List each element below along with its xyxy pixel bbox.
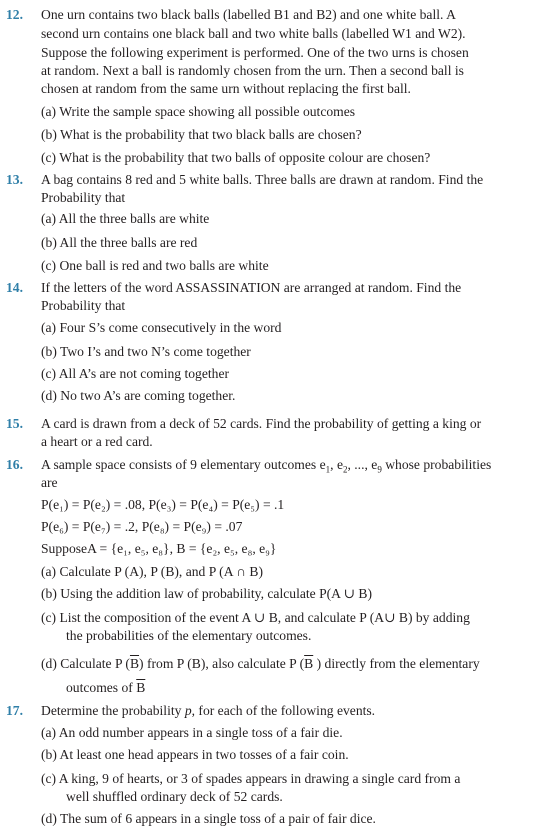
question-number: 13. [6,172,23,187]
question-text-line: Probability that [41,298,126,313]
question-number: 16. [6,457,23,472]
question-text-line: One urn contains two black balls (labelled B1 and B2) and one white ball. A [41,7,456,22]
question-number: 14. [6,280,23,295]
question-text-line: If the letters of the word ASSASSINATION are arranged at random. Find the [41,280,462,295]
sub-question-c: (c) All A’s are not coming together [41,366,230,381]
question-text-line: Determine the probability p, for each of the following events. [41,703,376,718]
sub-question-a: (a) All the three balls are white [41,211,210,226]
set-definition-line: SupposeA = {e₁, e₅, e₈}, B = {e₂, e₅, e₈, e₉} [41,541,277,556]
sub-question-d: (d) The sum of 6 appears in a single toss of a pair of fair dice. [41,811,376,826]
sub-question-c-continued: well shuffled ordinary deck of 52 cards. [66,789,283,804]
sub-question-b: (b) Two I’s and two N’s come together [41,344,251,359]
sub-question-b: (b) At least one head appears in two tosses of a fair coin. [41,747,349,762]
sub-question-a: (a) Four S’s come consecutively in the word [41,320,282,335]
question-number: 17. [6,703,23,718]
sub-question-c: (c) List the composition of the event A ∪ B, and calculate P (A∪ B) by adding [41,610,470,625]
sub-question-a: (a) Write the sample space showing all possible outcomes [41,104,356,119]
probability-line: P(e₆) = P(e₇) = .2, P(e₈) = P(e₉) = .07 [41,519,243,534]
question-text-line: A card is drawn from a deck of 52 cards. Find the probability of getting a king or [41,416,482,431]
question-text-line: chosen at random from the same urn without replacing the first ball. [41,81,411,96]
question-number: 12. [6,7,23,22]
sub-question-c: (c) What is the probability that two balls of opposite colour are chosen? [41,150,431,165]
question-text-line: at random. Next a ball is randomly chosen from the urn. Then a second ball is [41,63,464,78]
sub-question-c-continued: the probabilities of the elementary outcomes. [66,628,312,643]
question-text-line: Suppose the following experiment is performed. One of the two urns is chosen [41,45,469,60]
probability-line: P(e₁) = P(e₂) = .08, P(e₃) = P(e₄) = P(e₅) = .1 [41,497,285,512]
question-text-line: a heart or a red card. [41,434,153,449]
sub-question-b: (b) What is the probability that two black balls are chosen? [41,127,362,142]
question-text-line: A bag contains 8 red and 5 white balls. Three balls are drawn at random. Find the [41,172,484,187]
sub-question-d: (d) Calculate P $(\overline{B})$ from P (B), also calculate P ($\overline{B}$ ) directly from the elementary [41,656,480,671]
sub-question-a: (a) Calculate P (A), P (B), and P (A ∩ B) [41,564,263,579]
sub-question-c: (c) A king, 9 of hearts, or 3 of spades appears in drawing a single card from a [41,771,461,786]
question-text-line: Probability that [41,190,126,205]
question-number: 15. [6,416,23,431]
sub-question-a: (a) An odd number appears in a single toss of a fair die. [41,725,343,740]
question-text-line: A sample space consists of 9 elementary outcomes $e_1$, $e_2$, ..., $e_9$ whose probabilities [41,457,492,475]
sub-question-b: (b) Using the addition law of probability, calculate P(A ∪ B) [41,586,373,601]
question-text-line: second urn contains one black ball and two white balls (labelled W1 and W2). [41,26,466,41]
sub-question-d-continued: outcomes of $\overline{B}$ [66,680,146,695]
question-text-line: are [41,475,58,490]
sub-question-c: (c) One ball is red and two balls are white [41,258,269,273]
sub-question-d: (d) No two A’s are coming together. [41,388,236,403]
sub-question-b: (b) All the three balls are red [41,235,198,250]
